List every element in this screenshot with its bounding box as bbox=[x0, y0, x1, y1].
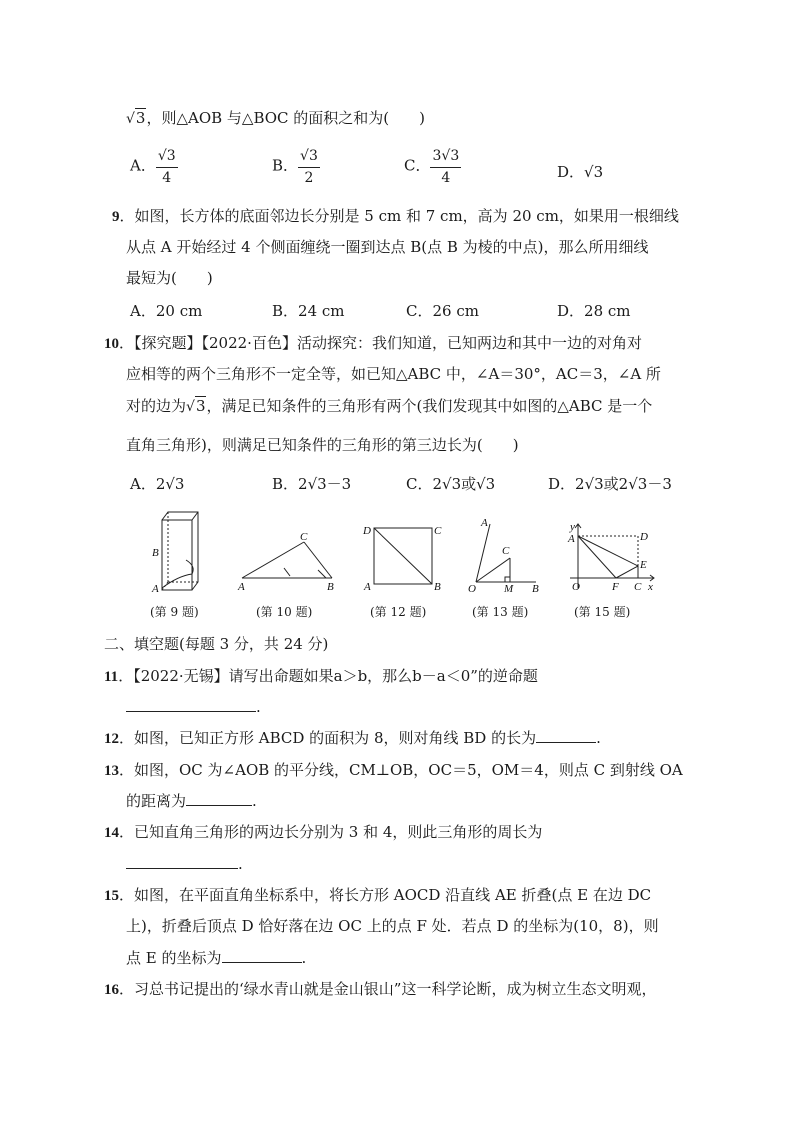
q10-line-3: 对的边为√3，满足已知条件的三角形有两个(我们发现其中如图的△ABC 是一个 bbox=[126, 397, 653, 415]
q9-option-b[interactable]: B．24 cm bbox=[272, 302, 345, 320]
q10-option-d[interactable]: D．2√3或2√3－3 bbox=[548, 475, 672, 493]
fig13-label-a: A bbox=[481, 517, 488, 529]
fig10-label-a: A bbox=[238, 581, 245, 593]
fig13-label-m: M bbox=[504, 583, 514, 594]
q8-tail-line: √3，则△AOB 与△BOC 的面积之和为( ) bbox=[126, 109, 426, 127]
q8-option-b[interactable]: B． $\frac{√3}{2}$ bbox=[272, 148, 318, 186]
q10-line-4: 直角三角形)，则满足已知条件的三角形的第三边长为( ) bbox=[126, 436, 519, 454]
q11-answer-blank[interactable] bbox=[126, 697, 256, 712]
sqrt-symbol: √3 bbox=[186, 397, 206, 415]
figure-13-angle bbox=[466, 514, 546, 594]
fig12-label-b: B bbox=[434, 581, 441, 593]
q13-line-1: 13．如图，OC 为∠AOB 的平分线，CM⊥OB，OC＝5，OM＝4，则点 C 到射线 OA bbox=[104, 761, 683, 779]
q8-option-a[interactable]: A． $\frac{√3}{4}$ bbox=[130, 148, 176, 186]
fig15-label-o: O bbox=[572, 581, 580, 593]
q9-line-3: 最短为( ) bbox=[126, 269, 213, 287]
q11-answer-line: . bbox=[126, 697, 261, 717]
q9-option-c[interactable]: C．26 cm bbox=[406, 302, 479, 320]
figure-12-caption: (第 12 题) bbox=[370, 605, 427, 619]
figure-13-caption: (第 13 题) bbox=[472, 605, 529, 619]
fig15-label-c: C bbox=[634, 581, 642, 593]
q10-option-b[interactable]: B．2√3－3 bbox=[272, 475, 352, 493]
fig15-label-d: D bbox=[640, 531, 648, 543]
q16-line: 16．习总书记提出的‘绿水青山就是金山银山”这一科学论断，成为树立生态文明观， bbox=[104, 980, 657, 998]
fig10-label-c: C bbox=[300, 531, 308, 543]
q14-answer-line: . bbox=[126, 854, 243, 874]
fig15-label-e: E bbox=[640, 559, 647, 571]
sqrt-symbol: √3 bbox=[126, 109, 146, 127]
figure-9-caption: (第 9 题) bbox=[150, 605, 199, 619]
fig13-label-b: B bbox=[532, 583, 539, 594]
q9-option-a[interactable]: A．20 cm bbox=[130, 302, 203, 320]
fig13-label-o: O bbox=[468, 583, 476, 594]
section-2-header: 二、填空题(每题 3 分，共 24 分) bbox=[104, 635, 329, 653]
q10-line-2: 应相等的两个三角形不一定全等，如已知△ABC 中，∠A＝30°，AC＝3，∠A 所 bbox=[126, 365, 661, 383]
fig15-label-x: x bbox=[648, 581, 653, 593]
figure-9-cuboid bbox=[148, 508, 208, 596]
q12-answer-blank[interactable] bbox=[536, 728, 596, 743]
q13-line-2: 的距离为 . bbox=[126, 792, 257, 810]
q11-line: 11．【2022·无锡】请写出命题如果a＞b，那么b－a＜0”的逆命题 bbox=[104, 667, 538, 685]
figure-12-square bbox=[360, 522, 442, 594]
figure-15-caption: (第 15 题) bbox=[574, 605, 631, 619]
fig12-label-c: C bbox=[434, 525, 442, 537]
q10-line-1: 10．【探究题】【2022·百色】活动探究：我们知道，已知两边和其中一边的对角对 bbox=[104, 334, 642, 352]
fig9-label-b: B bbox=[152, 547, 159, 559]
q15-line-2: 上)，折叠后顶点 D 恰好落在边 OC 上的点 F 处．若点 D 的坐标为(10，8)，则 bbox=[126, 917, 659, 935]
q15-line-3: 点 E 的坐标为 . bbox=[126, 949, 307, 967]
fig15-label-a: A bbox=[568, 533, 575, 545]
figure-15-coordinate bbox=[566, 522, 658, 594]
fig12-label-d: D bbox=[363, 525, 371, 537]
fig13-label-c: C bbox=[502, 545, 510, 557]
q12-line: 12．如图，已知正方形 ABCD 的面积为 8，则对角线 BD 的长为 . bbox=[104, 729, 601, 747]
q15-line-1: 15．如图，在平面直角坐标系中，将长方形 AOCD 沿直线 AE 折叠(点 E 在边 DC bbox=[104, 886, 652, 904]
fig15-label-y: y bbox=[570, 522, 575, 533]
q15-answer-blank[interactable] bbox=[222, 948, 302, 963]
q8-option-d[interactable]: D．√3 bbox=[557, 163, 604, 181]
q9-line-2: 从点 A 开始经过 4 个侧面缠绕一圈到达点 B(点 B 为棱的中点)，那么所用细线 bbox=[126, 238, 649, 256]
q9-line-1: 9．如图，长方体的底面邻边长分别是 5 cm 和 7 cm，高为 20 cm，如果用一根细线 bbox=[112, 207, 679, 225]
fig9-label-a: A bbox=[152, 583, 159, 595]
figure-10-caption: (第 10 题) bbox=[256, 605, 313, 619]
q10-option-c[interactable]: C．2√3或√3 bbox=[406, 475, 496, 493]
fig12-label-a: A bbox=[364, 581, 371, 593]
fig10-label-b: B bbox=[327, 581, 334, 593]
q10-option-a[interactable]: A．2√3 bbox=[130, 475, 185, 493]
q14-answer-blank[interactable] bbox=[126, 854, 238, 869]
q8-option-c[interactable]: C． $\frac{3√3}{4}$ bbox=[404, 148, 460, 186]
q14-line: 14．已知直角三角形的两边长分别为 3 和 4，则此三角形的周长为 bbox=[104, 823, 543, 841]
q9-option-d[interactable]: D．28 cm bbox=[557, 302, 631, 320]
q13-answer-blank[interactable] bbox=[186, 791, 252, 806]
fig15-label-f: F bbox=[612, 581, 619, 593]
figure-10-triangle bbox=[232, 528, 342, 594]
